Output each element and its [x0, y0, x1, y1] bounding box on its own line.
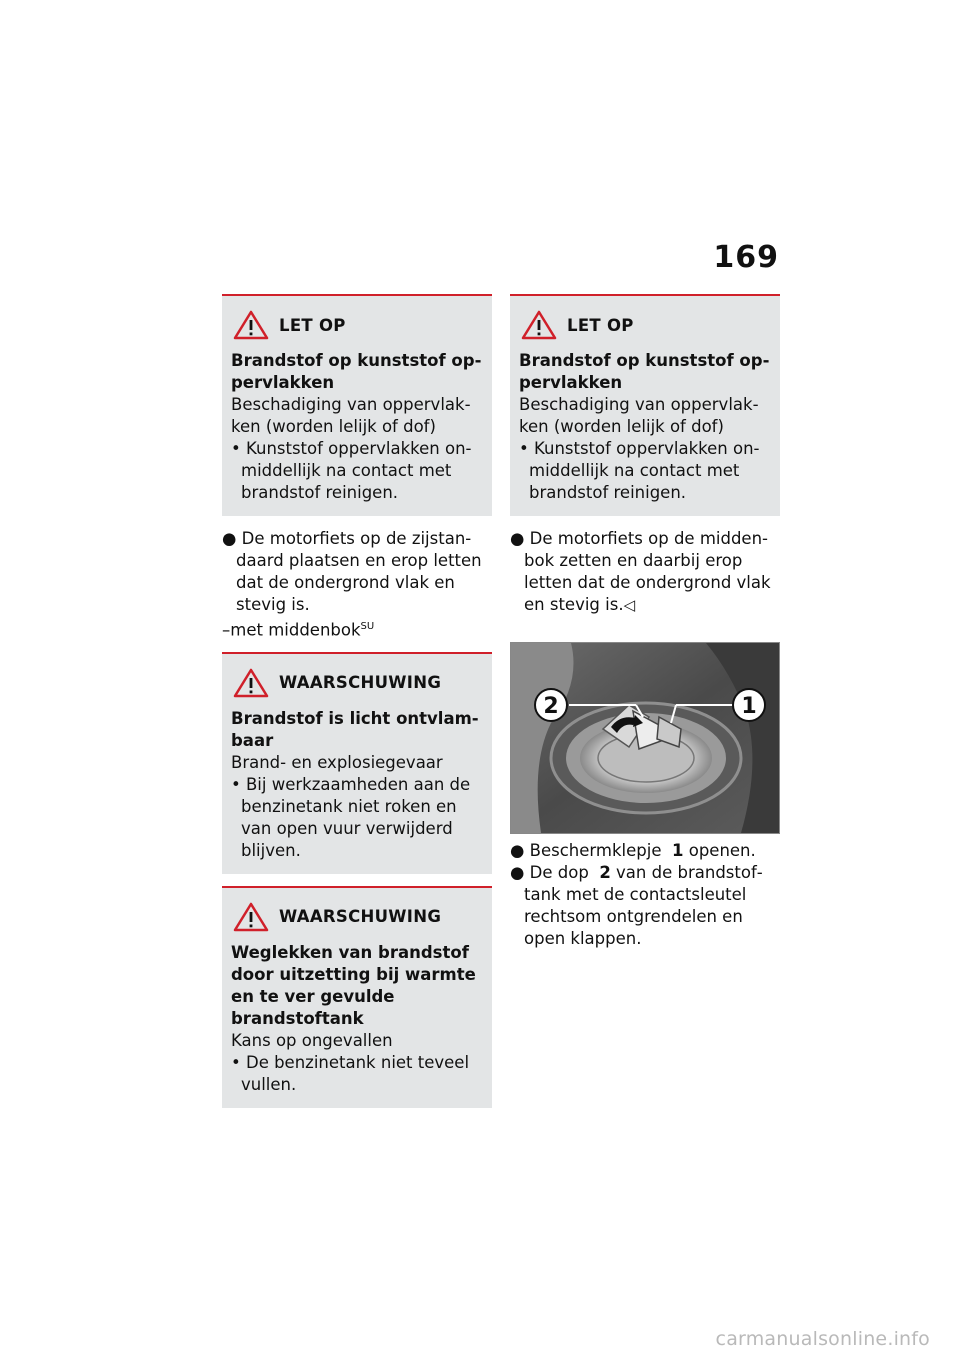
step-sidestand-text: De motorfiets op de zijstandaard plaatsen en erop letten dat de ondergrond vlak en stevig is. — [236, 529, 482, 614]
warning-heading: Weglekken van brandstof door uitzetting bij warmte en te ver gevulde brandstoftank — [231, 942, 476, 1028]
warning-title: WAARSCHUWING — [279, 907, 442, 926]
warning-header — [231, 668, 484, 698]
warning-cause: Brand- en explosiegevaar — [231, 752, 443, 772]
watermark: carmanualsonline.info — [715, 1328, 930, 1350]
step-sidestand: ● De motorfiets op de zijstandaard plaatsen en erop letten dat de ondergrond vlak en stevig is. — [222, 529, 482, 614]
warning-box — [222, 886, 492, 1108]
notice-tip-text: Kunststof oppervlakken onmiddellijk na contact met brandstof reinigen. — [529, 439, 760, 502]
step-centerstand: ● De motorfiets op de middenbok zetten en daarbij erop letten dat de ondergrond vlak en stevig is.◁ — [510, 529, 771, 614]
notice-header — [519, 310, 772, 340]
fuel-cap-illustration — [511, 643, 779, 833]
step-open-flap-after: openen. — [688, 841, 756, 860]
page-number: 169 — [713, 240, 779, 275]
warning-tip-text: Bij werkzaamheden aan de benzinetank niet roken en van open vuur verwijderd blijven. — [241, 774, 471, 860]
notice-header — [231, 310, 484, 340]
notice-tip: • Kunststof oppervlakken onmiddellijk na contact met brandstof reinigen. — [231, 439, 472, 502]
notice-cause: Beschadiging van oppervlakken (worden lelijk of dof) — [231, 395, 471, 436]
warning-tip: • De benzinetank niet teveel vullen. — [231, 1052, 470, 1094]
warning-header — [231, 902, 484, 932]
notice-heading: Brandstof op kunststof oppervlakken — [231, 351, 482, 392]
step-unlock-cap: ● De dop 2 van de brandstoftank met de contactsleutel rechtsom ontgrendelen en open klappen. — [510, 863, 763, 948]
notice-cause: Beschadiging van oppervlakken (worden lelijk of dof) — [519, 395, 759, 436]
condition-text: met middenbok — [230, 620, 361, 640]
warning-tip-text: De benzinetank niet teveel vullen. — [241, 1052, 470, 1094]
warning-triangle-icon — [521, 310, 557, 340]
notice-heading: Brandstof op kunststof oppervlakken — [519, 351, 770, 392]
step-open-flap: ● Beschermklepje 1 openen. — [510, 841, 756, 860]
notice-title: LET OP — [279, 315, 346, 335]
notice-tip: • Kunststof oppervlakken onmiddellijk na contact met brandstof reinigen. — [519, 439, 760, 502]
step-unlock-cap-before: De dop — [529, 863, 589, 882]
end-mark: ◁ — [623, 596, 636, 614]
step-unlock-cap-after: van de brandstoftank met de contactsleutel rechtsom ontgrendelen en open klappen. — [524, 863, 763, 948]
callout-1: 1 — [741, 694, 757, 719]
left-column — [222, 294, 492, 1120]
condition-sup: SU — [360, 621, 375, 632]
warning-cause: Kans op ongevallen — [231, 1030, 393, 1050]
warning-box — [222, 652, 492, 874]
right-column — [510, 294, 780, 950]
condition-centerstand: –met middenbok$^{SU}$ — [222, 620, 375, 640]
notice-title: LET OP — [567, 315, 634, 335]
warning-title: WAARSCHUWING — [279, 673, 442, 692]
warning-triangle-icon — [233, 668, 269, 698]
warning-heading: Brandstof is licht ontvlambaar — [231, 708, 479, 750]
warning-triangle-icon — [233, 902, 269, 932]
step-centerstand-text: De motorfiets op de middenbok zetten en daarbij erop letten dat de ondergrond vlak en stevig is. — [524, 529, 771, 614]
warning-triangle-icon — [233, 310, 269, 340]
step-unlock-cap-ref: 2 — [599, 863, 611, 882]
notice-box — [510, 294, 780, 516]
callout-2: 2 — [543, 694, 559, 719]
step-open-flap-ref: 1 — [671, 841, 684, 860]
fuel-cap-figure — [510, 642, 780, 834]
notice-box — [222, 294, 492, 516]
notice-tip-text: Kunststof oppervlakken onmiddellijk na contact met brandstof reinigen. — [241, 439, 472, 502]
step-open-flap-before: Beschermklepje — [529, 841, 662, 860]
warning-tip: • Bij werkzaamheden aan de benzinetank niet roken en van open vuur verwijderd blijven. — [231, 774, 471, 860]
